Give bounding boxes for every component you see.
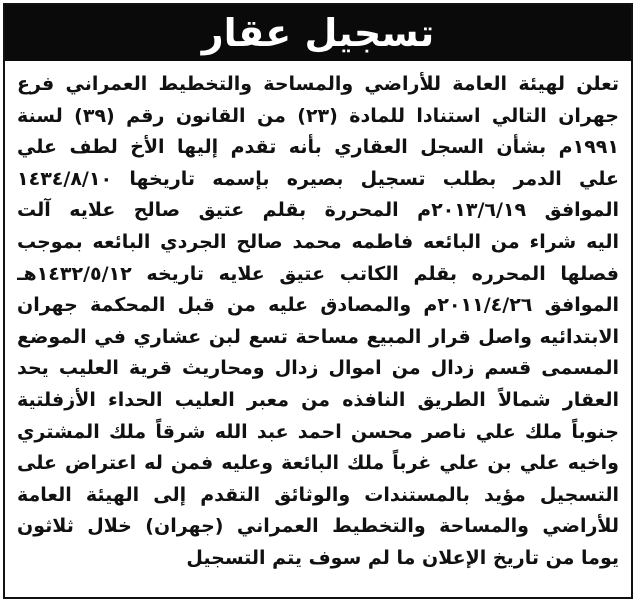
notice-line: ١٩٩١م بشأن السجل العقاري بأنه تقدم إليها الأخ لطف علي [17,136,619,159]
notice-line: المسمى قسم زدال من اموال زدال ومحاريث قرية العليب يحد [17,357,619,380]
notice-line: علي الدمر بطلب تسجيل بصيره بإسمه تاريخها ١٤٣٤/٨/١٠ [17,167,619,190]
notice-line: التسجيل مؤيد بالمستندات والوثائق التقدم إلى الهيئة العامة [17,483,619,506]
notice-line: تعلن لهيئة العامة للأراضي والمساحة والتخطيط العمراني فرع [17,73,619,95]
notice-line: الابتدائيه واصل قرار المبيع مساحة تسع لبن عشاري في الموضع [17,325,619,348]
notice-box [3,3,633,599]
notice-line: الموافق ٢٠١٣/٦/١٩م المحررة بقلم عتيق صالح علايه آلت [17,199,619,222]
notice-header [5,5,631,61]
notice-line: جنوباً ملك علي ناصر محسن احمد عبد الله شرقاً ملك المشتري [17,420,619,443]
notice-line: العقار شمالاً الطريق النافذه من معبر العليب الحداء الأزفلتية [17,388,619,411]
notice-line: فصلها المحرره بقلم الكاتب عتيق علايه تاريخه ١٤٣٢/٥/١٢هـ [17,262,619,285]
notice-line: واخيه علي بن علي غرباً ملك البائعة وعليه فمن له اعتراض على [17,452,619,475]
notice-title: تسجيل عقار [201,11,435,55]
notice-line: جهران التالي استنادا للمادة (٢٣) من القانون رقم (٣٩) لسنة [17,104,619,127]
notice-line: اليه شراء من البائعه فاطمه محمد صالح الجردي البائعه بموجب [17,230,619,253]
notice-body [5,61,631,575]
notice-line: الموافق ٢٠١١/٤/٢٦م والمصادق عليه من قبل المحكمة جهران [17,294,619,317]
notice-line: يوما من تاريخ الإعلان ما لم سوف يتم التسجيل [186,546,619,569]
notice-line: للأراضي والمساحة والتخطيط العمراني (جهران) خلال ثلاثون [17,515,619,538]
